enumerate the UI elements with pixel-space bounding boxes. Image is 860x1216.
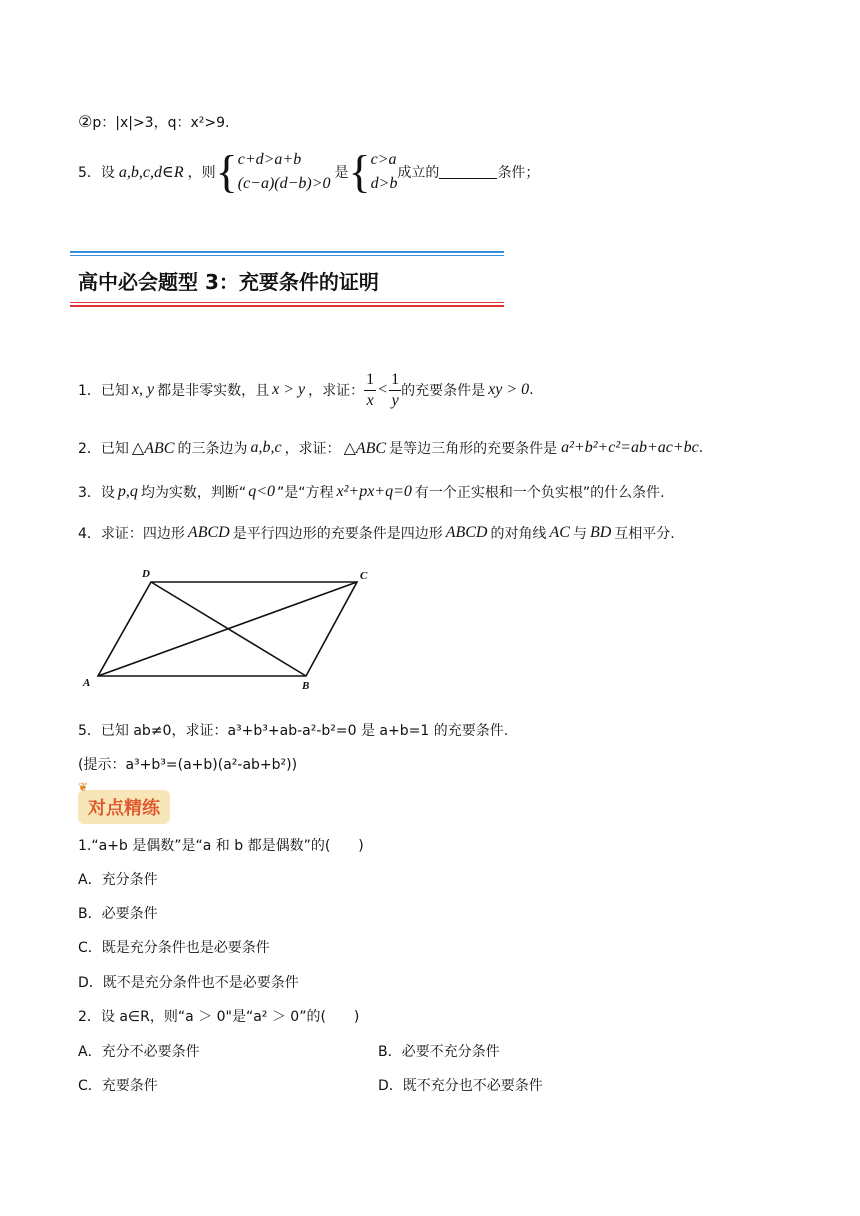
- practice-q2: 2．设 a∈R，则“a ＞ 0"是“a² ＞ 0”的( ): [78, 1009, 360, 1025]
- p4-abcd-2: ABCD: [445, 524, 488, 541]
- answer-blank: [439, 166, 497, 179]
- p2-equation: a²+b²+c²=ab+ac+bc: [561, 439, 699, 456]
- q2-option-d: D．既不充分也不必要条件: [378, 1078, 543, 1094]
- p3-pq: p,q: [117, 483, 138, 500]
- p4-text-a: 4．求证：四边形: [78, 526, 185, 542]
- q5-number: 5．设: [78, 165, 115, 181]
- system-1: [238, 148, 331, 196]
- p4-text-d: 与: [572, 526, 587, 542]
- question-5: [78, 146, 539, 198]
- p3-text-b: 均为实数，判断“: [140, 485, 247, 501]
- q1-option-d: D．既不是充分条件也不是必要条件: [78, 975, 299, 991]
- section-rule-top-2: [70, 255, 504, 256]
- p1-text-a: 1．已知: [78, 383, 129, 399]
- vertex-b-label: B: [302, 680, 310, 692]
- proof-2: [78, 438, 703, 458]
- frac2-den: y: [391, 391, 399, 409]
- frac2-num: 1: [389, 370, 401, 391]
- proof-1: [78, 366, 534, 414]
- system-2-line-1: c>a: [370, 151, 397, 168]
- q5-tail-1: 成立的: [397, 165, 440, 181]
- q5-tail-2: 条件；: [497, 165, 540, 181]
- proof-3: [78, 482, 665, 502]
- section-title: 高中必会题型 3：充要条件的证明: [78, 270, 379, 294]
- p2-text-d: 是等边三角形的充要条件是: [389, 441, 558, 457]
- p1-condition: x > y: [272, 381, 306, 398]
- p3-text-c: ”是“方程: [276, 485, 334, 501]
- parallelogram-diagram: [78, 562, 378, 692]
- p1-text-c: ，求证：: [308, 383, 365, 399]
- proof-4: [78, 523, 675, 543]
- q5-vars: a,b,c,d∈R: [118, 164, 184, 181]
- practice-badge-label: 对点精练: [78, 790, 170, 824]
- leaf-icon: ❦: [78, 780, 89, 794]
- p2-sides: a,b,c: [250, 439, 282, 456]
- section-rule-top-1: [70, 251, 504, 253]
- fraction-1-over-y: [389, 370, 401, 411]
- p1-xy: x, y: [131, 381, 155, 398]
- p2-triangle-2: △ABC: [343, 440, 387, 457]
- less-than: <: [378, 381, 388, 398]
- frac1-den: x: [366, 391, 374, 409]
- q1-option-b: B．必要条件: [78, 906, 158, 922]
- p4-text-e: 互相平分.: [614, 526, 675, 542]
- q2-option-c: C．充要条件: [78, 1078, 158, 1094]
- p1-text-b: 都是非零实数，且: [157, 383, 270, 399]
- system-1-line-1: c+d>a+b: [237, 151, 302, 168]
- system-2-line-2: d>b: [370, 175, 398, 192]
- p1-conclusion: xy > 0: [488, 381, 530, 398]
- proof-5: 5．已知 ab≠0，求证：a³+b³+ab-a²-b²=0 是 a+b=1 的充要条件.: [78, 723, 509, 739]
- p2-triangle: △ABC: [131, 440, 175, 457]
- p4-text-c: 的对角线: [490, 526, 547, 542]
- fraction-1-over-x: [364, 370, 376, 411]
- p2-text-b: 的三条边为: [177, 441, 248, 457]
- practice-q1: 1.“a+b 是偶数”是“a 和 b 都是偶数”的( ): [78, 838, 364, 854]
- condition-item-2: [78, 112, 229, 132]
- vertex-d-label: D: [142, 568, 150, 580]
- system-2: [371, 148, 398, 196]
- q5-then: ，则: [187, 165, 216, 181]
- q2-option-b: B．必要不充分条件: [378, 1044, 500, 1060]
- p3-text-a: 3．设: [78, 485, 115, 501]
- p4-abcd: ABCD: [187, 524, 230, 541]
- p4-bd: BD: [589, 524, 612, 541]
- q5-is: 是: [334, 165, 349, 181]
- p4-ac: AC: [549, 524, 570, 541]
- left-brace-1: {: [215, 146, 238, 197]
- p3-equation: x²+px+q=0: [336, 483, 412, 500]
- q1-option-a: A．充分条件: [78, 872, 158, 888]
- practice-badge: [78, 780, 170, 824]
- vertex-c-label: C: [360, 570, 368, 582]
- system-1-line-2: (c−a)(d−b)>0: [237, 175, 331, 192]
- p2-period: .: [698, 440, 704, 456]
- q2-option-a: A．充分不必要条件: [78, 1044, 200, 1060]
- p1-period: .: [529, 382, 534, 398]
- p2-text-a: 2．已知: [78, 441, 129, 457]
- proof-5-hint: (提示：a³+b³=(a+b)(a²-ab+b²)): [78, 757, 298, 773]
- p3-text-d: 有一个正实根和一个负实根”的什么条件.: [414, 485, 665, 501]
- item-text: p：|x|>3，q：x²>9.: [92, 115, 230, 131]
- section-rule-bottom-2: [70, 305, 504, 307]
- q1-option-c: C．既是充分条件也是必要条件: [78, 940, 270, 956]
- diagonal-bd: [151, 582, 306, 676]
- circled-number: ②: [78, 112, 93, 131]
- p1-text-d: 的充要条件是: [401, 383, 486, 399]
- frac1-num: 1: [364, 370, 376, 391]
- vertex-a-label: A: [83, 677, 91, 689]
- p4-text-b: 是平行四边形的充要条件是四边形: [232, 526, 443, 542]
- section-rule-bottom-1: [70, 302, 504, 303]
- left-brace-2: {: [348, 146, 371, 197]
- p3-condition: q<0: [248, 483, 275, 500]
- p2-text-c: ，求证：: [284, 441, 341, 457]
